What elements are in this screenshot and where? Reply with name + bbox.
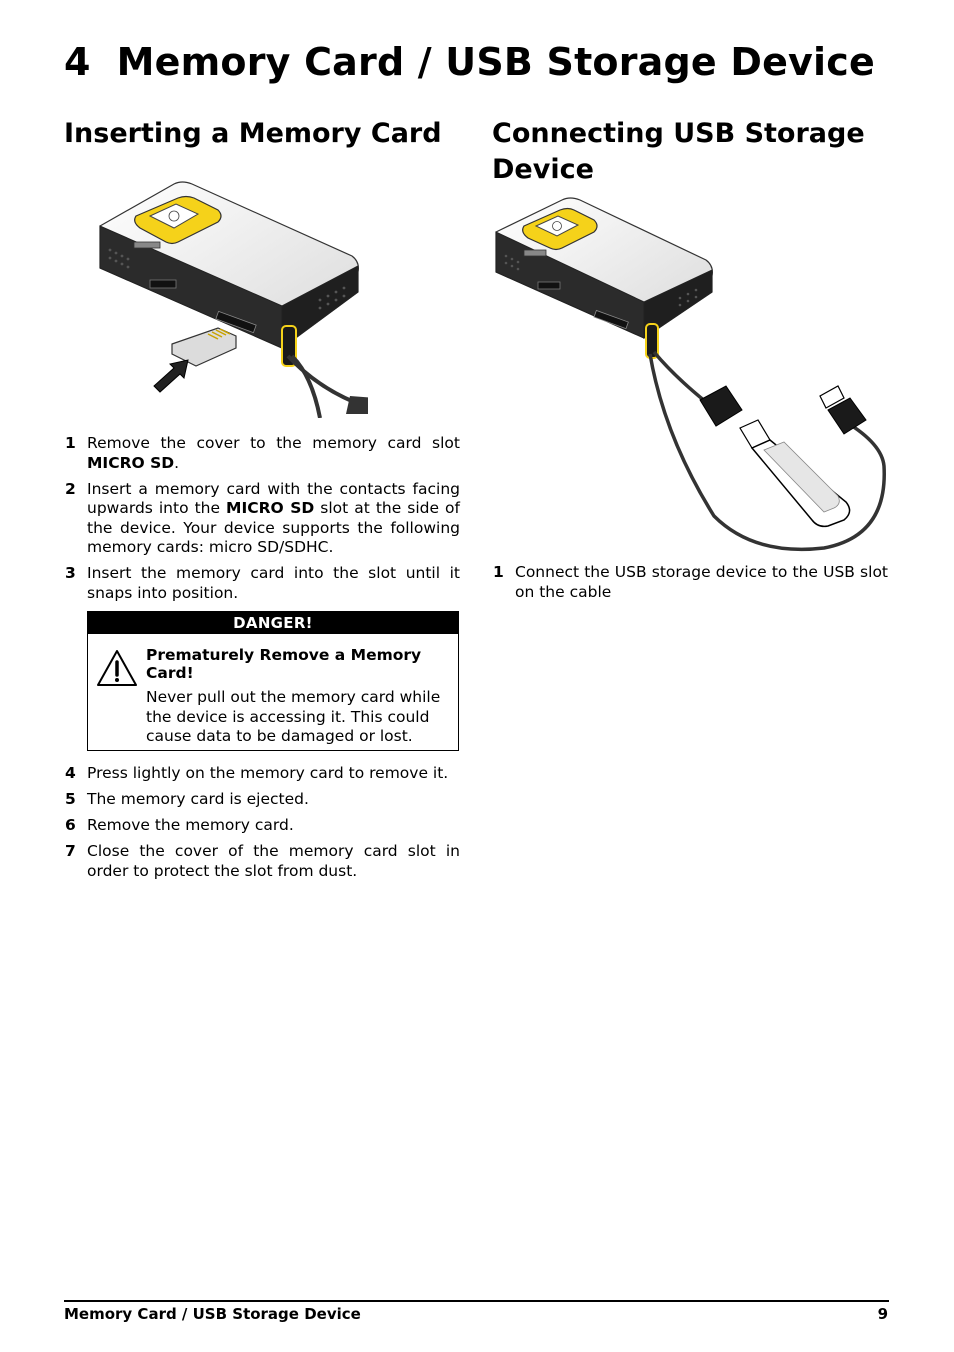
steps-remove-card xyxy=(65,764,460,888)
step-item xyxy=(65,434,460,473)
step-text: Insert the memory card into the slot until it snaps into position. xyxy=(87,564,460,602)
step-number: 6 xyxy=(65,816,76,834)
steps-insert-card xyxy=(65,434,460,610)
chapter-number: 4 xyxy=(64,40,91,84)
step-item xyxy=(65,480,460,558)
section-heading-inserting-memory-card: Inserting a Memory Card xyxy=(64,118,442,149)
step-item xyxy=(65,564,460,603)
memory-card-insertion-illustration xyxy=(96,176,368,418)
step-text: The memory card is ejected. xyxy=(87,790,309,808)
danger-box xyxy=(87,611,459,751)
chapter-title-text: Memory Card / USB Storage Device xyxy=(116,40,875,84)
step-bold-text: MICRO SD xyxy=(87,453,175,472)
steps-connect-usb xyxy=(493,563,888,609)
footer-rule xyxy=(64,1300,889,1302)
danger-title: Prematurely Remove a Memory Card! xyxy=(146,646,422,682)
step-number: 1 xyxy=(65,434,76,452)
page-number: 9 xyxy=(877,1305,888,1323)
danger-label: DANGER! xyxy=(88,612,458,634)
step-number: 5 xyxy=(65,790,76,808)
step-number: 1 xyxy=(493,563,504,581)
step-number: 7 xyxy=(65,842,76,860)
footer-title: Memory Card / USB Storage Device xyxy=(64,1305,361,1323)
step-text: . xyxy=(174,453,180,472)
step-item xyxy=(65,816,460,836)
step-item xyxy=(65,842,460,881)
step-bold-text: MICRO SD xyxy=(226,499,315,517)
step-text: Insert a memory card with the contacts facing upwards into the xyxy=(87,479,460,517)
step-item xyxy=(65,790,460,810)
step-text: Remove the cover to the memory card slot xyxy=(87,434,460,452)
danger-text: Never pull out the memory card while the device is accessing it. This could cause data to be damaged or lost. xyxy=(146,688,441,745)
chapter-title xyxy=(64,40,875,84)
step-text: Press lightly on the memory card to remove it. xyxy=(87,764,449,782)
step-number: 4 xyxy=(65,764,76,782)
step-text: slot at the side of the device. Your device supports the following memory cards: micro SD/SDHC. xyxy=(87,499,460,556)
step-text: Connect the USB storage device to the USB slot on the cable xyxy=(515,563,888,601)
step-text: Remove the memory card. xyxy=(87,816,294,834)
step-text: Close the cover of the memory card slot in order to protect the slot from dust. xyxy=(87,842,460,880)
step-item xyxy=(493,563,888,602)
step-number: 3 xyxy=(65,564,76,582)
step-item xyxy=(65,764,460,784)
section-heading-connecting-usb: Connecting USB Storage Device xyxy=(492,118,865,185)
warning-triangle-icon xyxy=(96,648,138,688)
step-number: 2 xyxy=(65,479,76,498)
usb-storage-connection-illustration xyxy=(494,196,892,560)
